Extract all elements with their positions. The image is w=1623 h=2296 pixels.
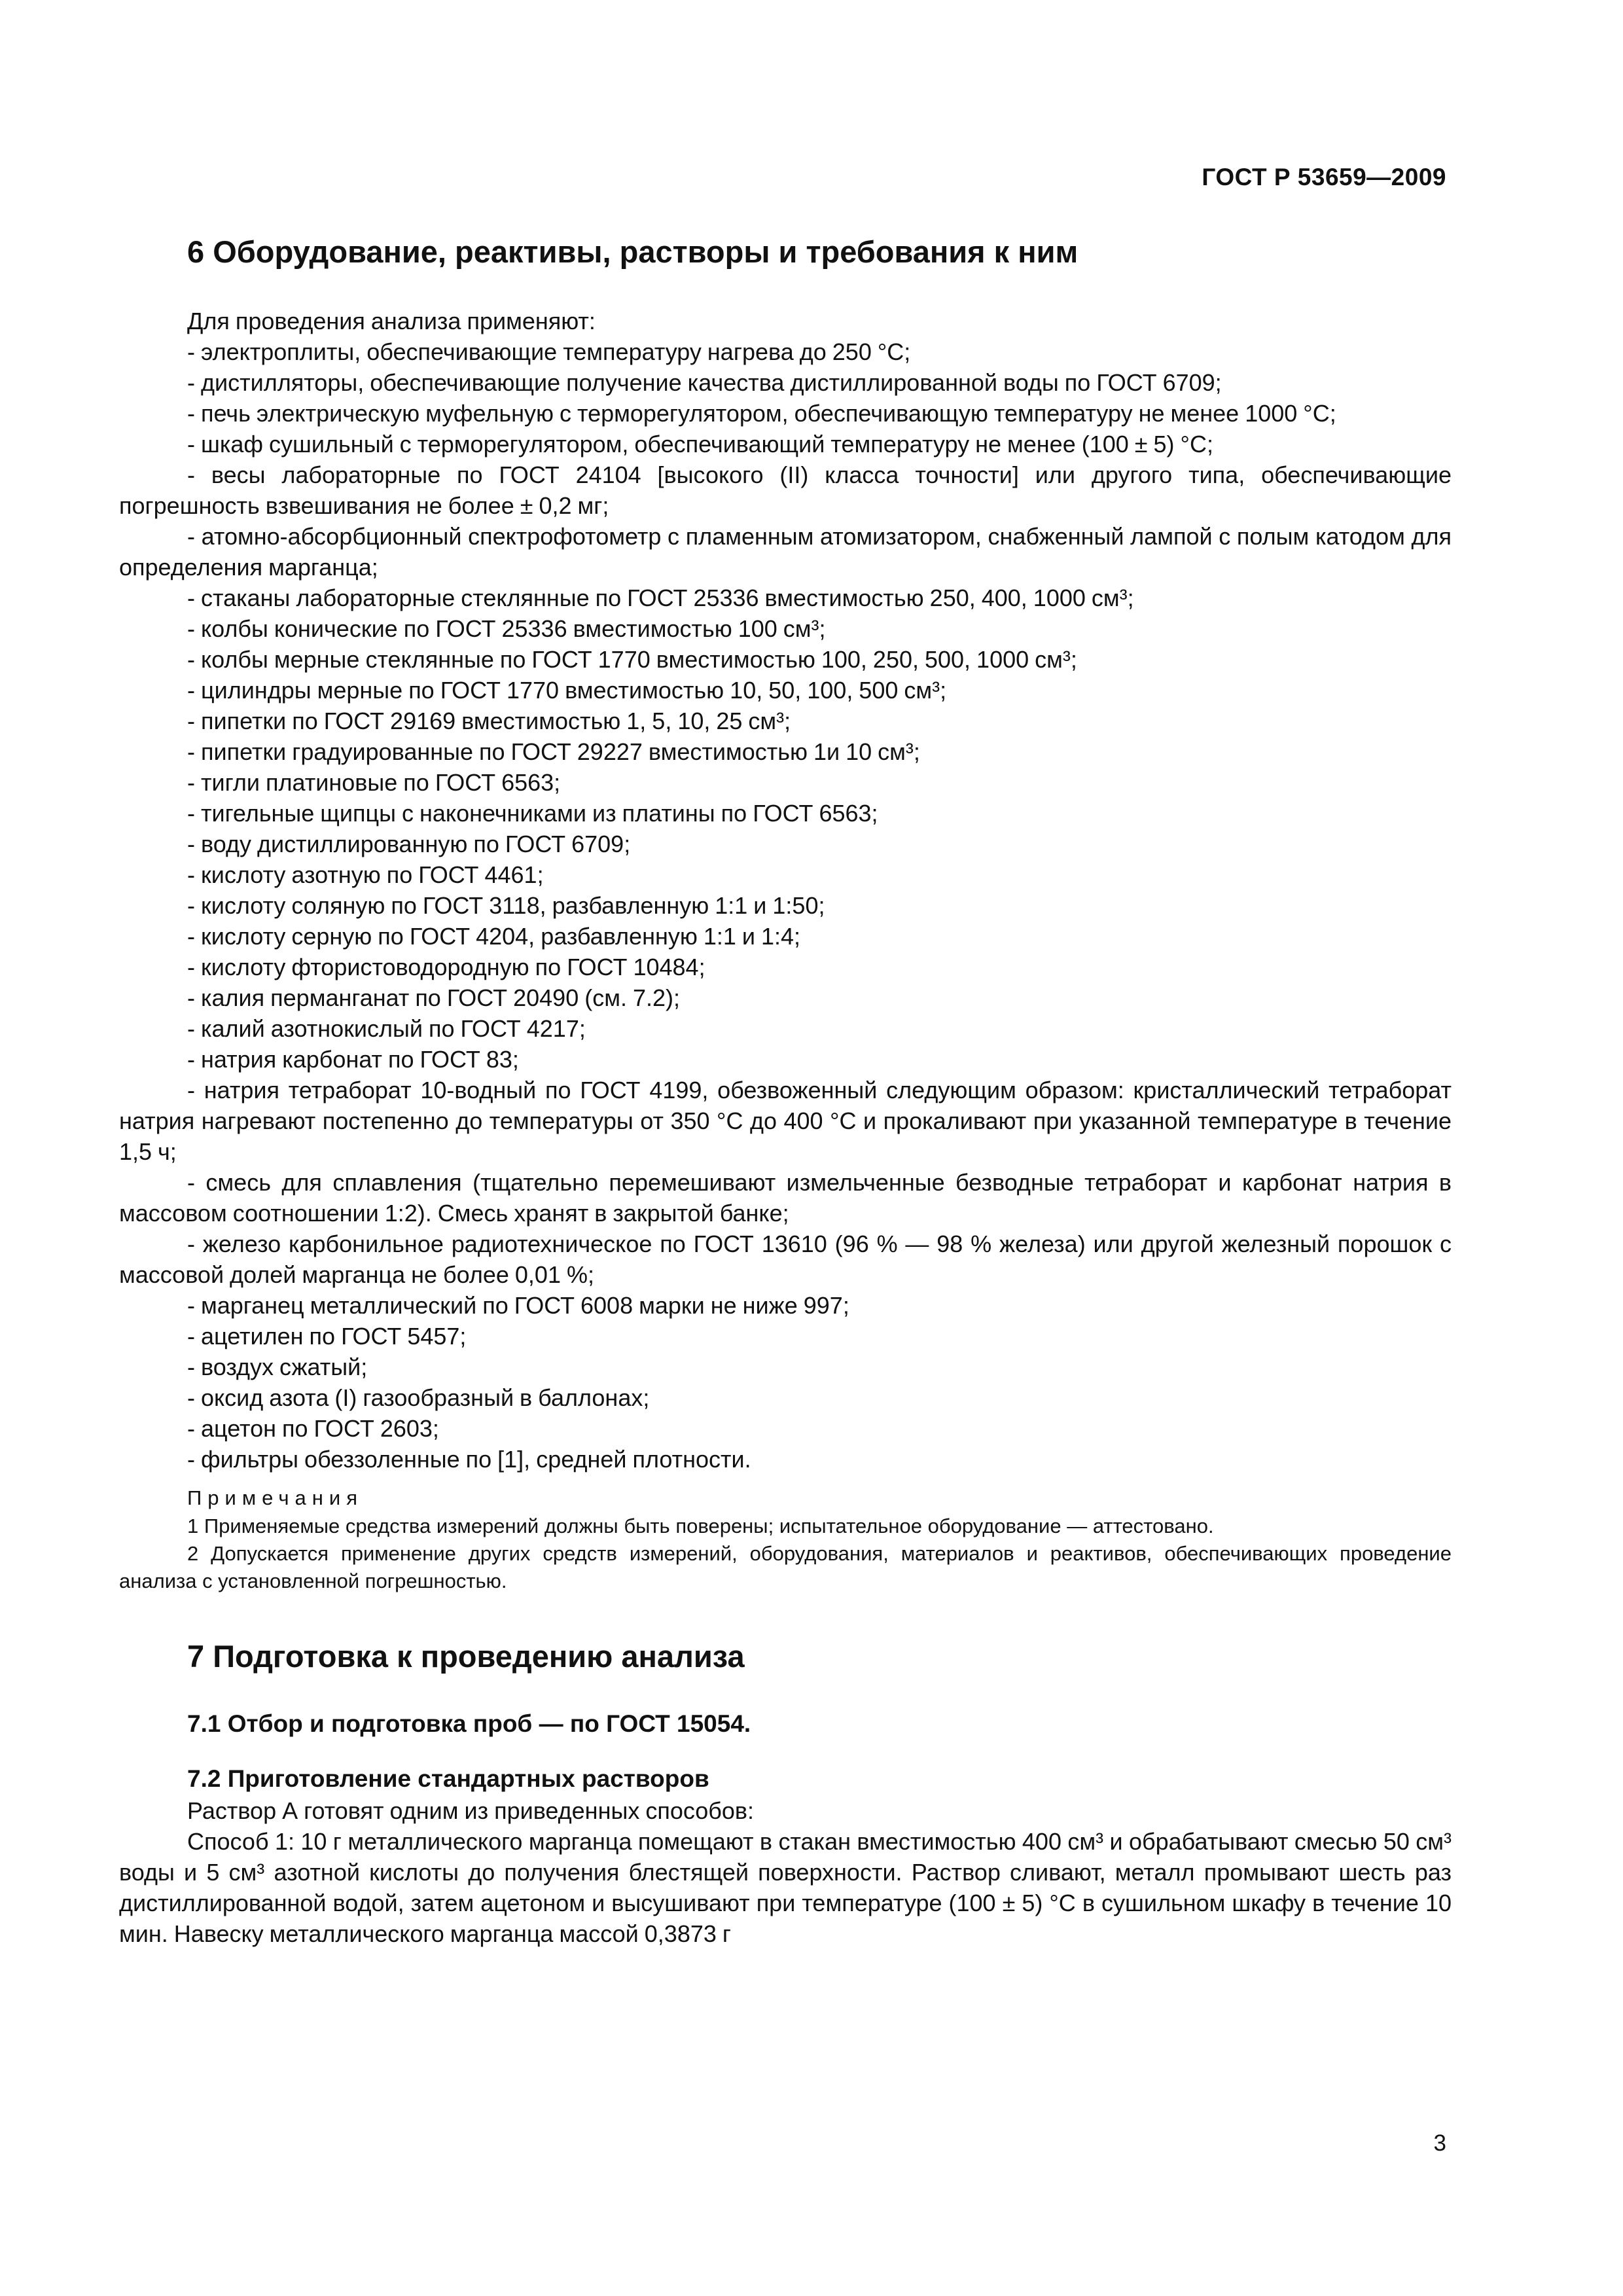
page-content bbox=[119, 229, 1452, 1949]
note-1: 1 Применяемые средства измерений должны быть поверены; испытательное оборудование — аттестовано. bbox=[187, 1515, 1214, 1537]
list-item: - калия перманганат по ГОСТ 20490 (см. 7.2); bbox=[187, 984, 680, 1011]
list-item: - ацетон по ГОСТ 2603; bbox=[187, 1415, 439, 1442]
list-item: - железо карбонильное радиотехническое по ГОСТ 13610 (96 % — 98 % железа) или другой железный порошок с массовой долей марганца не более 0,01 %; bbox=[119, 1230, 1452, 1288]
equipment-list bbox=[119, 336, 1452, 1475]
section-6-title: 6 Оборудование, реактивы, растворы и требования к ним bbox=[187, 234, 1079, 269]
list-item: - воду дистиллированную по ГОСТ 6709; bbox=[187, 831, 631, 857]
list-item: - воздух сжатый; bbox=[187, 1354, 368, 1380]
list-item: - пипетки по ГОСТ 29169 вместимостью 1, 5, 10, 25 см³; bbox=[187, 708, 791, 734]
list-item: - атомно-абсорбционный спектрофотометр с пламенным атомизатором, снабженный лампой с полым катодом для определения марганца; bbox=[119, 523, 1452, 581]
list-item: - кислоту фтористоводородную по ГОСТ 10484; bbox=[187, 954, 705, 980]
list-item: - кислоту соляную по ГОСТ 3118, разбавленную 1:1 и 1:50; bbox=[187, 892, 825, 919]
note-2: 2 Допускается применение других средств измерений, оборудования, материалов и реактивов, обеспечивающих проведение анализа с установленной погрешностью. bbox=[119, 1542, 1452, 1592]
section-7-title: 7 Подготовка к проведению анализа bbox=[187, 1639, 745, 1674]
list-item: - оксид азота (I) газообразный в баллонах; bbox=[187, 1384, 650, 1411]
list-item: - цилиндры мерные по ГОСТ 1770 вместимостью 10, 50, 100, 500 см³; bbox=[187, 677, 947, 704]
list-item: - колбы конические по ГОСТ 25336 вместимостью 100 см³; bbox=[187, 615, 826, 642]
subsection-7-2-title: 7.2 Приготовление стандартных растворов bbox=[187, 1765, 709, 1792]
list-item: - натрия тетраборат 10-водный по ГОСТ 4199, обезвоженный следующим образом: кристаллический тетраборат натрия нагревают постепенно до температуры от 350 °С до 400 °С и прокаливают при указанной температуре в течение 1,5 ч; bbox=[119, 1077, 1452, 1165]
list-item: - калий азотнокислый по ГОСТ 4217; bbox=[187, 1015, 586, 1042]
list-item: - пипетки градуированные по ГОСТ 29227 вместимостью 1и 10 см³; bbox=[187, 738, 920, 765]
list-item: - тигельные щипцы с наконечниками из платины по ГОСТ 6563; bbox=[187, 800, 878, 827]
list-item: - тигли платиновые по ГОСТ 6563; bbox=[187, 769, 561, 796]
list-item: - фильтры обеззоленные по [1], средней плотности. bbox=[187, 1446, 751, 1473]
list-item: - весы лабораторные по ГОСТ 24104 [высокого (II) класса точности] или другого типа, обеспечивающие погрешность взвешивания не более ± 0,2 мг; bbox=[119, 461, 1452, 519]
notes-title: Примечания bbox=[187, 1486, 363, 1509]
list-item: - кислоту азотную по ГОСТ 4461; bbox=[187, 861, 544, 888]
list-item: - шкаф сушильный с терморегулятором, обеспечивающий температуру не менее (100 ± 5) °С; bbox=[187, 431, 1213, 457]
list-item: - смесь для сплавления (тщательно перемешивают измельченные безводные тетраборат и карбонат натрия в массовом соотношении 1:2). Смесь хранят в закрытой банке; bbox=[119, 1169, 1452, 1227]
list-item: - натрия карбонат по ГОСТ 83; bbox=[187, 1046, 519, 1073]
list-item: - ацетилен по ГОСТ 5457; bbox=[187, 1323, 467, 1350]
subsection-7-1-title: 7.1 Отбор и подготовка проб — по ГОСТ 15054. bbox=[187, 1710, 751, 1737]
subsection-7-2-method-1: Способ 1: 10 г металлического марганца помещают в стакан вместимостью 400 см³ и обрабатывают смесью 50 см³ воды и 5 см³ азотной кислоты до получения блестящей поверхности. Раствор сливают, металл промывают шесть раз дистиллированной водой, затем ацетоном и высушивают при температуре (100 ± 5) °С в сушильном шкафу в течение 10 мин. Навеску металлического марганца массой 0,3873 г bbox=[119, 1828, 1452, 1947]
page-number: 3 bbox=[1433, 2130, 1446, 2156]
subsection-7-2-intro: Раствор А готовят одним из приведенных способов: bbox=[187, 1797, 755, 1824]
list-item: - колбы мерные стеклянные по ГОСТ 1770 вместимостью 100, 250, 500, 1000 см³; bbox=[187, 646, 1077, 673]
section-6-intro: Для проведения анализа применяют: bbox=[187, 308, 596, 334]
list-item: - стаканы лабораторные стеклянные по ГОСТ 25336 вместимостью 250, 400, 1000 см³; bbox=[187, 584, 1134, 611]
list-item: - марганец металлический по ГОСТ 6008 марки не ниже 997; bbox=[187, 1292, 849, 1319]
list-item: - электроплиты, обеспечивающие температуру нагрева до 250 °С; bbox=[187, 338, 911, 365]
list-item: - кислоту серную по ГОСТ 4204, разбавленную 1:1 и 1:4; bbox=[187, 923, 801, 950]
list-item: - дистилляторы, обеспечивающие получение качества дистиллированной воды по ГОСТ 6709; bbox=[187, 369, 1222, 396]
document-code: ГОСТ Р 53659—2009 bbox=[1202, 164, 1446, 190]
list-item: - печь электрическую муфельную с терморегулятором, обеспечивающую температуру не менее 1000 °С; bbox=[187, 400, 1336, 427]
